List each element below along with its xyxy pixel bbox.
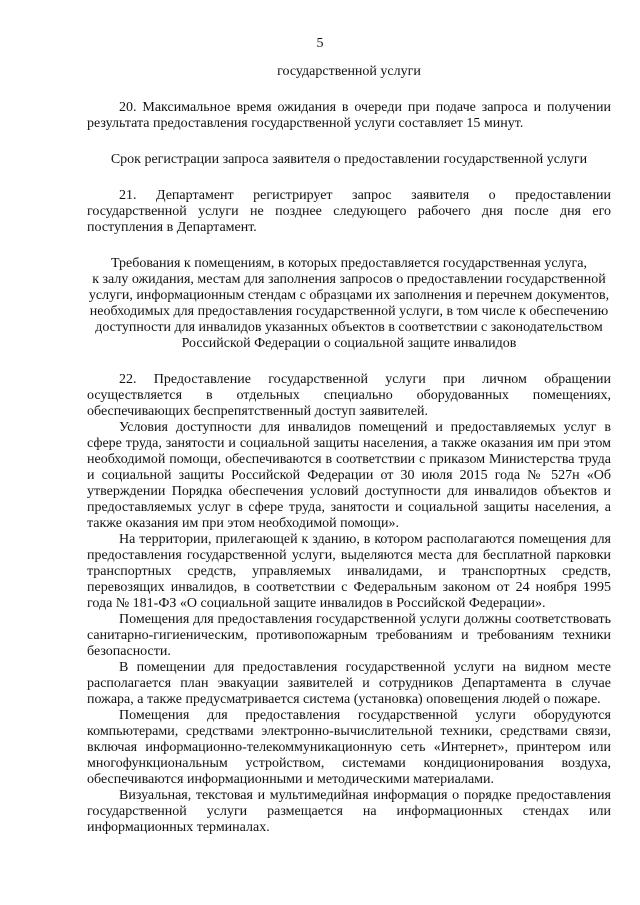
paragraph-equipment: Помещения для предоставления государственной услуги оборудуются компьютерами, средствами электронно-вычислительной техники, средствами связи, включая информационно-телекоммуникационную сеть «Интернет», принтером или многофункциональным устройством, системами кондиционирования воздуха, обеспечиваются информационными и методическими материалами. <box>87 708 611 787</box>
paragraph-sanitary-requirements: Помещения для предоставления государственной услуги должны соответствовать санитарно-гигиеническим, противопожарным требованиям и требованиям техники безопасности. <box>87 612 611 659</box>
heading-line: Российской Федерации о социальной защите инвалидов <box>181 336 517 351</box>
paragraph-20: 20. Максимальное время ожидания в очереди при подаче запроса и получении результата предоставления государственной услуги составляет 15 минут. <box>87 100 611 131</box>
heading-line: необходимых для предоставления государственной услуги, в том числе к обеспечению <box>89 304 609 319</box>
heading-premises-requirements <box>87 256 611 352</box>
page-number: 5 <box>316 36 324 51</box>
paragraph-22: 22. Предоставление государственной услуги при личном обращении осуществляется в отдельных специально оборудованных помещениях, обеспечивающих беспрепятственный доступ заявителей. <box>87 372 611 419</box>
paragraph-parking: На территории, прилегающей к зданию, в котором располагаются помещения для предоставления государственной услуги, выделяются места для бесплатной парковки транспортных средств, управляемых инвалидами, и транспортных средств, перевозящих инвалидов, в соответствии с Федеральным законом от 24 ноября 1995 года № 181-ФЗ «О социальной защите инвалидов в Российской Федерации». <box>87 532 611 611</box>
heading-line: Требования к помещениям, в которых предоставляется государственная услуга, <box>111 256 587 271</box>
heading-registration-term: Срок регистрации запроса заявителя о предоставлении государственной услуги <box>110 152 588 167</box>
heading-line: услуги, информационным стендам с образцами их заполнения и перечнем документов, <box>88 288 610 303</box>
paragraph-21: 21. Департамент регистрирует запрос заявителя о предоставлении государственной услуги не позднее следующего рабочего дня после дня его поступления в Департамент. <box>87 188 611 235</box>
paragraph-accessibility-conditions: Условия доступности для инвалидов помещений и предоставляемых услуг в сфере труда, занятости и социальной защиты населения, а также оказания им при этом необходимой помощи, обеспечиваются в соответствии с приказом Министерства труда и социальной защиты Российской Федерации от 30 июля 2015 года № 527н «Об утверждении Порядка обеспечения условий доступности для инвалидов объектов и предоставляемых услуг в сфере труда, занятости и социальной защиты населения, а также оказания им при этом необходимой помощи». <box>87 420 611 531</box>
paragraph-visual-information: Визуальная, текстовая и мультимедийная информация о порядке предоставления государственной услуги размещается на информационных стендах или информационных терминалах. <box>87 788 611 835</box>
document-body <box>87 64 611 836</box>
heading-line: к залу ожидания, местам для заполнения запросов о предоставлении государственной <box>92 272 606 287</box>
paragraph-evacuation-plan: В помещении для предоставления государственной услуги на видном месте располагается план эвакуации заявителей и сотрудников Департамента в случае пожара, а также предусматривается система (установка) оповещения людей о пожаре. <box>87 660 611 707</box>
heading-line: доступности для инвалидов указанных объектов в соответствии с законодательством <box>95 320 603 335</box>
continuation-heading: государственной услуги <box>277 64 421 79</box>
